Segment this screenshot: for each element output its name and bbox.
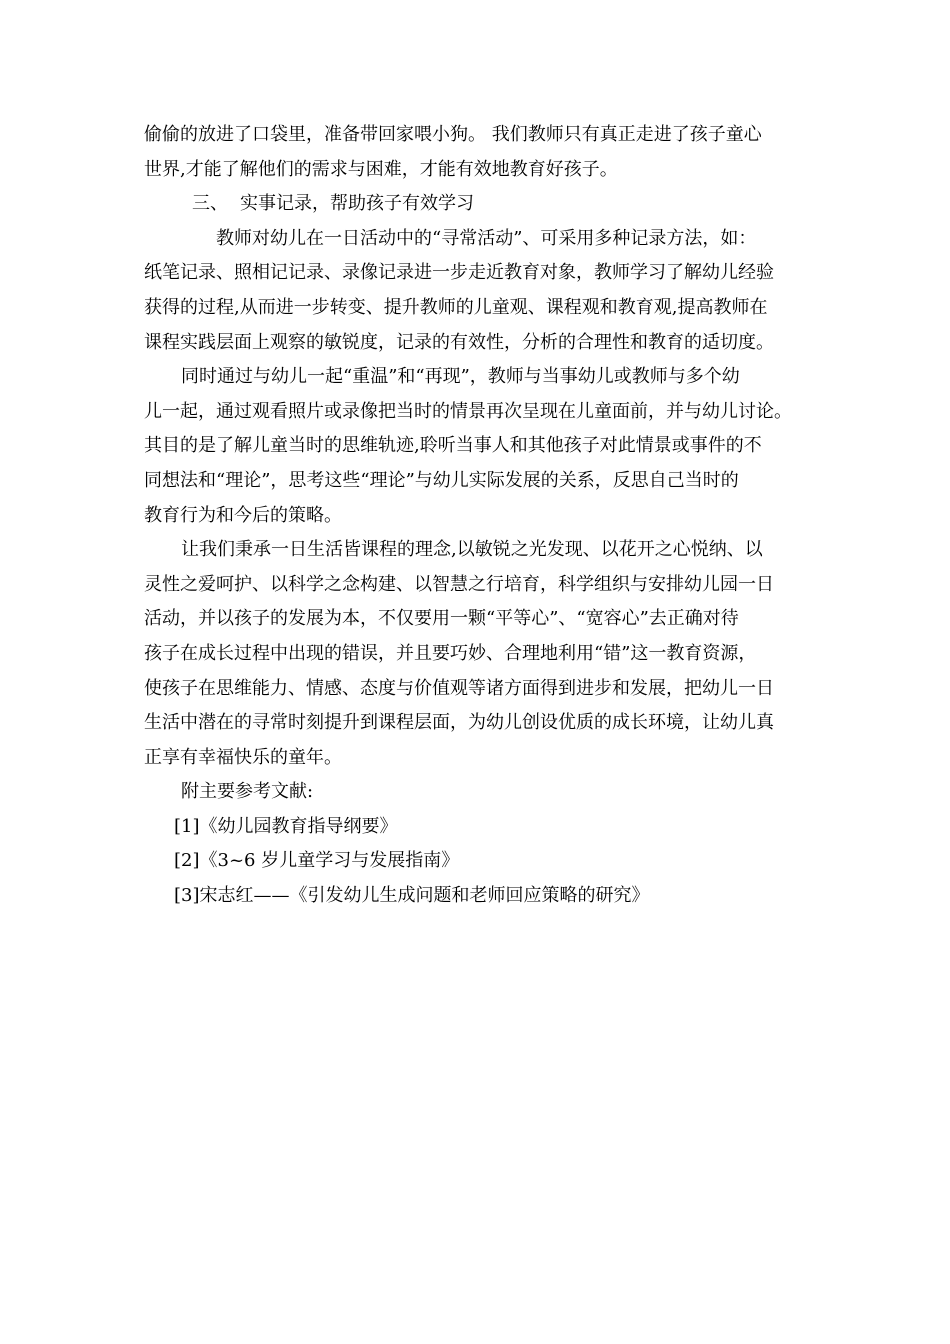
document-body <box>144 118 816 914</box>
reference-item: [3]宋志红——《引发幼儿生成问题和老师回应策略的研究》 <box>174 885 650 907</box>
text-line: 课程实践层面上观察的敏锐度，记录的有效性，分析的合理性和教育的适切度。 <box>144 331 774 353</box>
text-line: 同想法和“理论”，思考这些“理论”与幼儿实际发展的关系，反思自己当时的 <box>144 469 739 491</box>
text-line: 生活中潜在的寻常时刻提升到课程层面，为幼儿创设优质的成长环境，让幼儿真 <box>144 712 774 734</box>
text-line: 教师对幼儿在一日活动中的“寻常活动”、可采用多种记录方法，如： <box>216 227 757 249</box>
section-heading <box>144 187 816 222</box>
text-line: 灵性之爱呵护、以科学之念构建、以智慧之行培育，科学组织与安排幼儿园一日 <box>144 573 774 595</box>
text-line: 偷偷的放进了口袋里，准备带回家喂小狗。 我们教师只有真正走进了孩子童心 <box>144 124 762 145</box>
text-line: 活动，并以孩子的发展为本，不仅要用一颗“平等心”、“宽容心”去正确对待 <box>144 608 739 630</box>
text-line: 正享有幸福快乐的童年。 <box>144 746 342 768</box>
text-line: 其目的是了解儿童当时的思维轨迹,聆听当事人和其他孩子对此情景或事件的不 <box>144 435 762 457</box>
section-number: 三、 <box>192 193 228 215</box>
text-line: 纸笔记录、照相记记录、录像记录进一步走近教育对象，教师学习了解幼儿经验 <box>144 262 774 284</box>
text-line: 孩子在成长过程中出现的错误，并且要巧妙、合理地利用“错”这一教育资源， <box>144 642 757 664</box>
text-line: 让我们秉承一日生活皆课程的理念,以敏锐之光发现、以花开之心悦纳、以 <box>181 539 763 561</box>
text-line: 教育行为和今后的策略。 <box>144 504 342 526</box>
paragraph-continued <box>144 118 816 187</box>
section-title: 实事记录，帮助孩子有效学习 <box>240 193 474 215</box>
paragraph-conclusion <box>144 533 816 775</box>
reference-item: [2]《3~6 岁儿童学习与发展指南》 <box>174 850 460 872</box>
text-line: 同时通过与幼儿一起“重温”和“再现”，教师与当事幼儿或教师与多个幼 <box>181 366 740 388</box>
paragraph-review <box>144 360 816 533</box>
paragraph-recording-methods <box>144 222 816 360</box>
reference-item: [1]《幼儿园教育指导纲要》 <box>174 815 398 837</box>
references-section <box>144 775 816 913</box>
text-line: 儿一起，通过观看照片或录像把当时的情景再次呈现在儿童面前，并与幼儿讨论。 <box>144 400 792 422</box>
text-line: 世界,才能了解他们的需求与困难，才能有效地教育好孩子。 <box>144 158 618 180</box>
text-line: 获得的过程,从而进一步转变、提升教师的儿童观、课程观和教育观,提高教师在 <box>144 296 768 318</box>
text-line: 使孩子在思维能力、情感、态度与价值观等诸方面得到进步和发展，把幼儿一日 <box>144 677 774 699</box>
references-title: 附主要参考文献: <box>181 781 314 803</box>
